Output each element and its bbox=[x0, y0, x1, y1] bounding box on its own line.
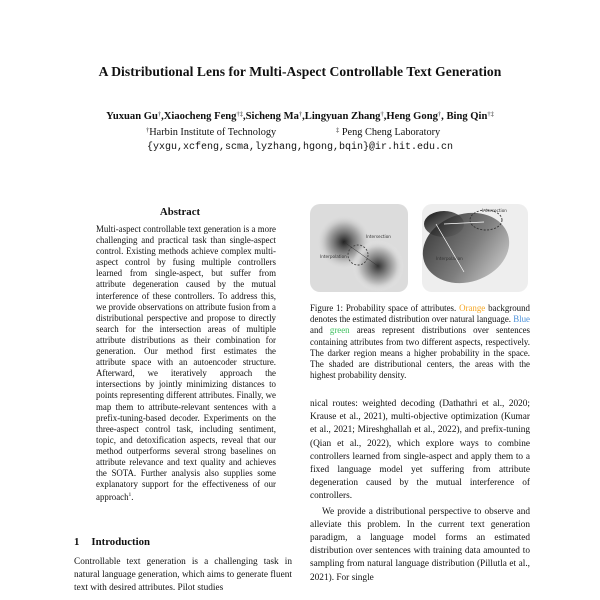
affiliation-mark: ‡ bbox=[336, 127, 340, 134]
intro-paragraph: Controllable text generation is a challenging task in natural language generation, which aims to generate fluent text with desired attributes. Pilot studies bbox=[74, 557, 292, 594]
section-title: Introduction bbox=[91, 536, 151, 548]
abstract-heading: Abstract bbox=[159, 206, 201, 218]
interpolation-label-right: Interpolation bbox=[436, 256, 463, 261]
right-panel bbox=[414, 202, 528, 294]
abstract-period: . bbox=[131, 492, 134, 503]
abstract-text: Multi-aspect controllable text generation is a more challenging and practical task than single-aspect control. Existing methods achieve complex multi-aspect control by fusing multiple controllers learned from single-aspect, but suffer from attribute degeneration caused by the mutual interference of these controllers. To address this, we provide observations on attribute fusion from a distributional perspective and propose to directly search for the intersection areas of multiple attribute distributions as their combination for generation. Our method first estimates the attribute space with an autoencoder structure. Afterward, we iteratively approach the intersections by jointly minimizing distances to points representing different attributes. Finally, we map them to attribute-relevant sentences with a prefix-tuning-based decoder. Experiments on the three-aspect control task, including sentiment, topic, and detoxification aspects, reveal that our method outperforms several strong baselines on attribute relevance and text quality and achieves the SOTA. Further analysis also supplies some explanatory support for the effectiveness of our approach bbox=[96, 224, 276, 503]
author-list: Yuxuan Gu†,Xiaocheng Feng†‡,Sicheng Ma†,Lingyuan Zhang†,Heng Gong†, Bing Qin†‡ bbox=[106, 111, 494, 122]
author-mark: †‡ bbox=[236, 111, 243, 118]
caption-green-word: green bbox=[329, 325, 350, 336]
author-name: Lingyuan Zhang bbox=[304, 111, 381, 122]
figure-caption bbox=[310, 303, 530, 381]
caption-part1: background denotes the estimated distribution over natural language. bbox=[310, 303, 530, 325]
author-name: Xiaocheng Feng bbox=[163, 111, 237, 122]
caption-part2: areas represent distributions over sentences containing attributes from two different aspects, respectively. The darker region means a higher probability in the space. The shaded are distributional centers, the areas with the highest probability density. bbox=[310, 325, 530, 381]
author-name: Heng Gong bbox=[386, 111, 438, 122]
author-mark: † bbox=[380, 111, 384, 118]
author-name: Yuxuan Gu bbox=[106, 111, 158, 122]
affiliation-pcl bbox=[336, 127, 440, 138]
author-name: Sicheng Ma bbox=[245, 111, 299, 122]
author-mark: † bbox=[298, 111, 303, 118]
abstract-body bbox=[96, 224, 276, 503]
right-column-text bbox=[310, 398, 530, 585]
author-mark: † bbox=[437, 111, 442, 118]
author-email: {yxgu,xcfeng,scma,lyzhang,hgong,bqin}@ir.hit.edu.cn bbox=[146, 142, 454, 153]
affiliation-mark: † bbox=[146, 127, 150, 134]
caption-prefix: Figure 1: Probability space of attributes. bbox=[310, 303, 460, 313]
affiliation-name: Peng Cheng Laboratory bbox=[341, 127, 441, 138]
caption-orange-word: Orange bbox=[459, 303, 486, 313]
section-heading-introduction bbox=[74, 536, 150, 548]
section-number: 1 bbox=[74, 536, 80, 548]
author-mark: † bbox=[157, 111, 162, 118]
affiliation-hit bbox=[146, 127, 276, 138]
intersection-label: Intersection bbox=[366, 234, 391, 239]
left-panel bbox=[310, 204, 408, 292]
intersection-label-right: Intersection bbox=[482, 208, 507, 213]
author-mark: †‡ bbox=[487, 111, 494, 118]
affiliation-name: Harbin Institute of Technology bbox=[149, 127, 277, 138]
right-column-paragraph: We provide a distributional perspective to observe and alleviate this problem. In the current text generation paradigm, a language model forms an estimated distribution over sentences with training data amounted to sampling from natural language distribution (Pillutla et al., 2021). For single bbox=[310, 506, 530, 583]
right-column-paragraph: nical routes: weighted decoding (Dathathri et al., 2020; Krause et al., 2021), multi-objective optimization (Kumar et al., 2021; Mireshghallah et al., 2022), and prefix-tuning (Qian et al., 2022), which explore ways to combine controllers learned from single-aspect and apply them to a fixed language model yet suffering from attribute degeneration caused by the mutual interference of controllers. bbox=[310, 399, 530, 502]
interpolation-label: Interpolation bbox=[320, 254, 347, 259]
caption-blue-word: Blue bbox=[513, 314, 530, 325]
footnote-mark: 1 bbox=[128, 492, 132, 499]
caption-and: and bbox=[310, 325, 330, 336]
figure-probability-space bbox=[308, 202, 530, 296]
author-name: Bing Qin bbox=[446, 111, 488, 122]
paper-title: A Distributional Lens for Multi-Aspect Controllable Text Generation bbox=[98, 64, 502, 79]
